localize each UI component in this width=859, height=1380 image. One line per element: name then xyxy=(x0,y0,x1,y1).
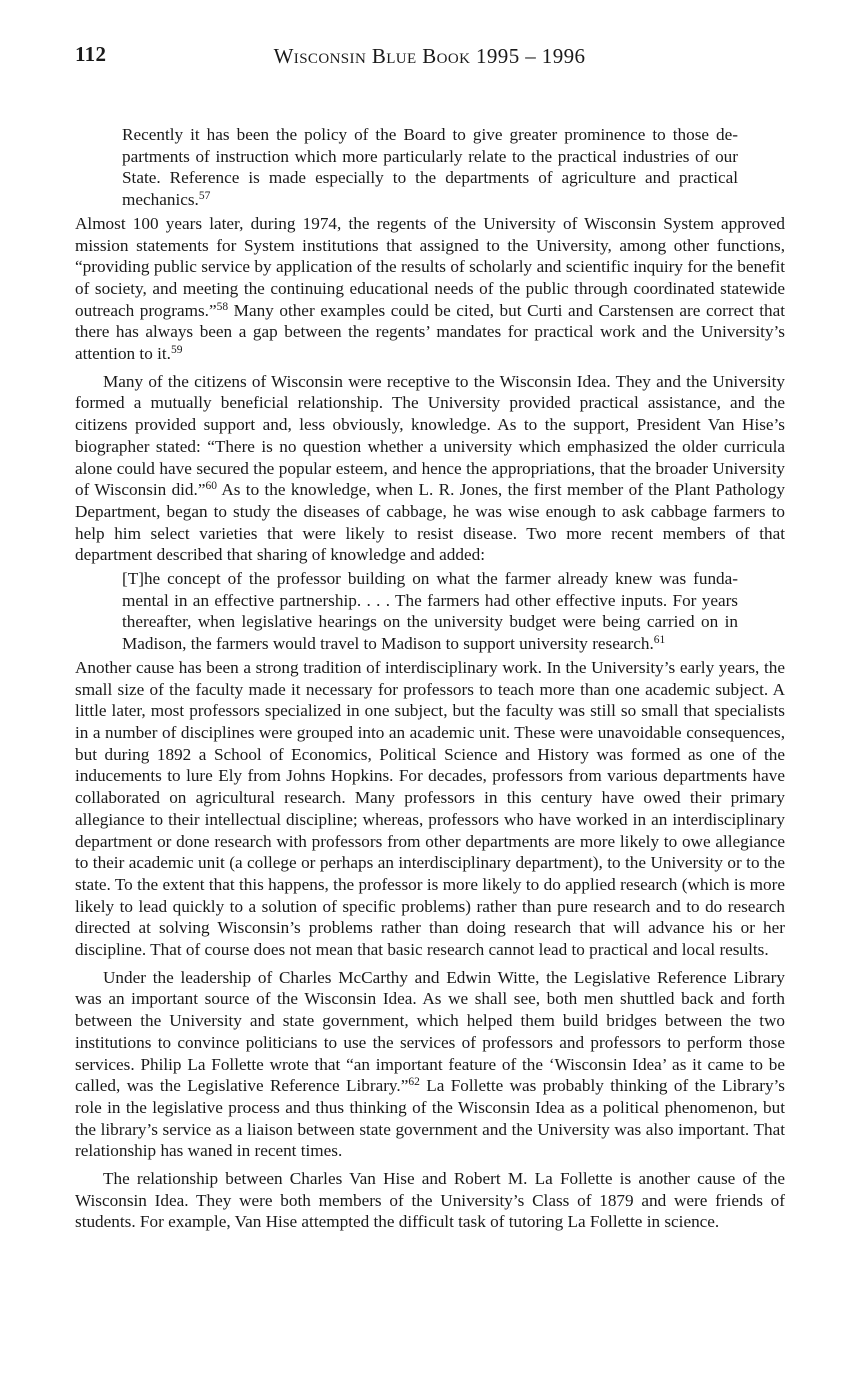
paragraph-mission-statements xyxy=(75,213,785,365)
paragraph-text: Another cause has been a strong tradition of interdisciplinary work. In the University’s early years, the small size of the faculty made it necessary for professors to teach more than one academic subject. A little later, most professors specialized in one subject, but the faculty was still so small that specialists in a number of disciplines were grouped into an academic unit. These were unavoidable consequences, but during 1892 a School of Economics, Political Science and History was formed as one of the inducements to lure Ely from Johns Hopkins. For decades, professors from various departments have collaborated on agricultural research. Many professors in this century have owed their primary allegiance to their intellectual discipline; whereas, professors who have worked in an interdisciplinary department or done research with professors from other departments are more likely to owe allegiance to their academic unit (a college or perhaps an interdisciplinary department), to the University or to the state. To the extent that this happens, the professor is more likely to do applied research (which is more likely to lead quickly to a solution of specific problems) rather than pure research and to do research directed at solving Wisconsin’s problems rather than doing research that will advance his or her discipline. That of course does not mean that basic research cannot lead to practical and local results. xyxy=(75,657,785,960)
footnote-ref-57: 57 xyxy=(198,190,211,203)
paragraph-text: As to the knowledge, when L. R. Jones, the first member of the Plant Pathology Department, began to study the diseases of cabbage, he was wise enough to ask cabbage farmers to help him select varieties that were likely to resist disease. Two more recent members of that department described that sharing of knowledge and added: xyxy=(75,480,785,565)
footnote-ref-59: 59 xyxy=(170,344,183,357)
paragraph-citizens xyxy=(75,371,785,566)
quote-text: Recently it has been the policy of the Board to give greater prominence to those departments of instruction which more particularly relate to the practical industries of our State. Reference is made especially to the departments of agriculture and practical mechanics. xyxy=(122,125,738,210)
paragraph-text: Under the leadership of Charles McCarthy and Edwin Witte, the Legislative Reference Library was an important source of the Wisconsin Idea. As we shall see, both men shuttled back and forth between the University and state government, which helped them build bridges between the two institutions to convince politicians to use the services of professors and professors to perform those services. Philip La Follette wrote that “an important feature of the ‘Wisconsin Idea’ as it came to be called, was the Legislative Reference Library.” xyxy=(75,967,785,1096)
footnote-ref-62: 62 xyxy=(408,1076,420,1089)
block-quote-regents xyxy=(122,124,738,211)
paragraph-text: Many other examples could be cited, but Curti and Carstensen are correct that there has always been a gap between the regents’ mandates for practical work and the University’s attention to it. xyxy=(75,300,786,364)
footnote-ref-61: 61 xyxy=(653,634,666,647)
paragraph-text: Almost 100 years later, during 1974, the regents of the University of Wisconsin System approved mission statements for System institutions that assigned to the University, among other functions, “providing public service by application of the results of scholarly and scientific inquiry for the benefit of society, and meeting the continuing educational needs of the public through coordinated statewide outreach programs.” xyxy=(75,213,785,320)
running-title: Wisconsin Blue Book 1995 – 1996 xyxy=(273,44,586,68)
paragraph-text: The relationship between Charles Van Hise and Robert M. La Follette is another cause of the Wisconsin Idea. They were both members of the University’s Class of 1879 and were friends of students. For example, Van Hise attempted the difficult task of tutoring La Follette in science. xyxy=(75,1169,785,1232)
page-number: 112 xyxy=(75,42,107,66)
footnote-ref-60: 60 xyxy=(205,480,217,493)
paragraph-interdisciplinary xyxy=(75,657,785,961)
block-quote-farmers xyxy=(122,568,738,655)
paragraph-text: La Follette was probably thinking of the Library’s role in the legislative process and thus thinking of the Wisconsin Idea as a political phenomenon, but the library’s service as a liaison between state government and the University was also important. That relationship has waned in recent times. xyxy=(75,1076,785,1161)
footnote-ref-58: 58 xyxy=(216,300,229,313)
paragraph-van-hise-la-follette xyxy=(75,1168,785,1233)
quote-text: [T]he concept of the professor building on what the farmer already knew was fundamental in an effective partnership. . . . The farmers had other effective inputs. For years thereafter, when legislative hearings on the university budget were being carried on in Madison, the farmers would travel to Madison to support university research. xyxy=(122,569,738,654)
paragraph-text: Many of the citizens of Wisconsin were receptive to the Wisconsin Idea. They and the University formed a mutually beneficial relationship. The University provided practical assistance, and the citizens provided support and, less obviously, knowledge. As to the support, President Van Hise’s biographer stated: “There is no question whether a university which emphasized the older curricula alone could have secured the popular esteem, and hence the appropriations, that the broader University of Wisconsin did.” xyxy=(75,371,785,500)
paragraph-reference-library xyxy=(75,967,785,1162)
body-text xyxy=(75,124,785,1233)
